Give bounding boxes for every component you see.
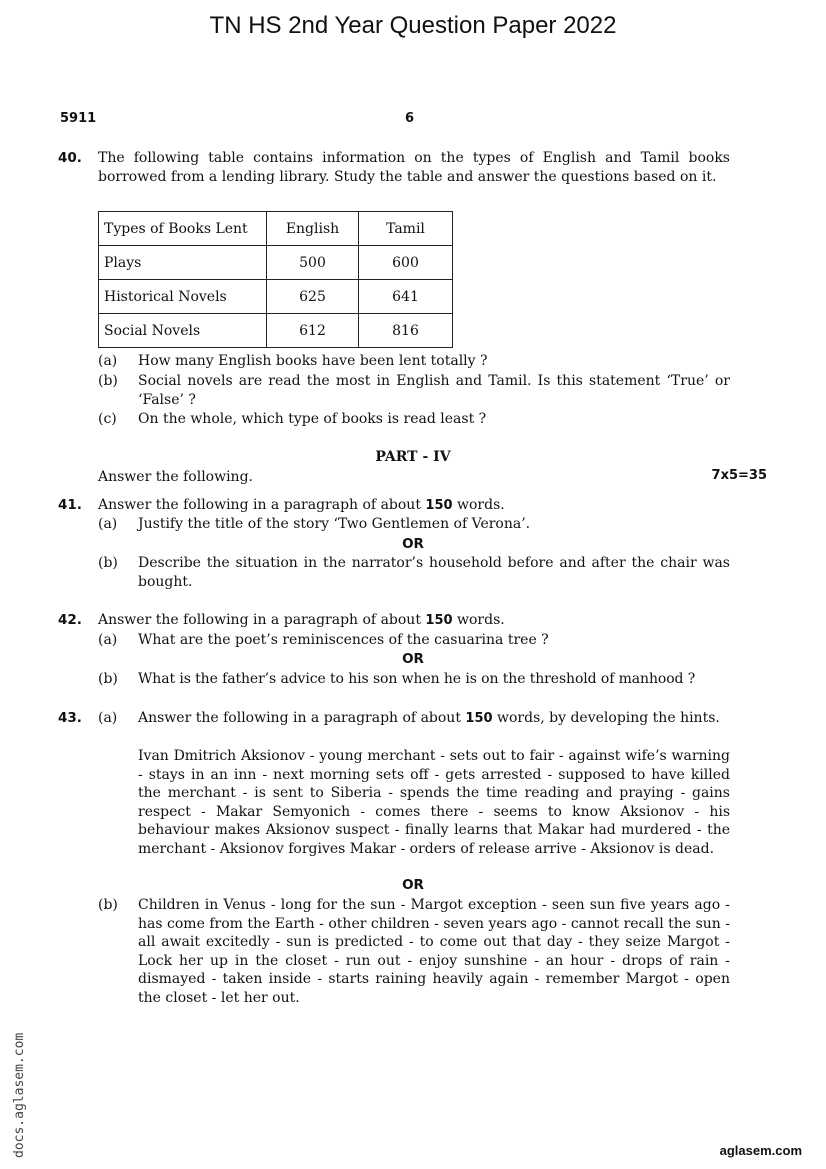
question-42-stem: Answer the following in a paragraph of about 150 words.: [98, 612, 505, 628]
subquestion-label: (b): [98, 897, 118, 913]
table-cell: Plays: [99, 246, 267, 280]
question-number-40: 40.: [58, 150, 82, 166]
part-marks: 7x5=35: [711, 468, 767, 483]
subquestion-label: (a): [98, 516, 118, 532]
subquestion-text: Describe the situation in the narrator’s household before and after the chair was bought.: [138, 555, 730, 590]
question-43b-hints: Children in Venus - long for the sun - Margot exception - seen sun five years ago - has come from the Earth - other children - seven years ago - cannot recall the sun - all await excitedly - sun is predicted - to come out that day - they seize Margot - Lock her up in the closet - run out - enjoy sunshine - an hour - drops of rain - dismayed - taken inside - starts raining heavily again - remember Margot - open the closet - let her out.: [138, 897, 730, 1006]
table-header-cell: Tamil: [359, 212, 453, 246]
table-header-row: [99, 212, 453, 246]
question-number-42: 42.: [58, 612, 82, 628]
question-43a-stem: Answer the following in a paragraph of about 150 words, by developing the hints.: [138, 710, 720, 726]
subquestion-label: (a): [98, 710, 118, 726]
subquestion-text: How many English books have been lent totally ?: [138, 353, 488, 369]
table-cell: 612: [267, 314, 359, 348]
subquestion-label: (a): [98, 632, 118, 648]
question-number-43: 43.: [58, 710, 82, 726]
table-cell: 500: [267, 246, 359, 280]
subquestion-label: (c): [98, 411, 117, 427]
question-43a-hints: Ivan Dmitrich Aksionov - young merchant - sets out to fair - against wife’s warning - stays in an inn - next morning sets off - gets arrested - supposed to have killed the merchant - is sent to Siberia - spends the time reading and praying - gains respect - Makar Semyonich - comes there - seems to know Aksionov - his behaviour makes Aksionov suspect - finally learns that Makar had murdered - the merchant - Aksionov forgives Makar - orders of release arrive - Aksionov is dead.: [138, 748, 730, 857]
footer-site: aglasem.com: [719, 1143, 802, 1158]
table-header-cell: English: [267, 212, 359, 246]
subquestion-text: On the whole, which type of books is read least ?: [138, 411, 487, 427]
table-row: [99, 246, 453, 280]
subquestion-label: (b): [98, 671, 118, 687]
books-table: [98, 211, 453, 348]
paper-code: 5911: [60, 111, 97, 126]
or-separator: OR: [402, 877, 424, 893]
watermark: docs.aglasem.com: [12, 1032, 27, 1158]
table-cell: 641: [359, 280, 453, 314]
part-heading: PART - IV: [375, 449, 451, 465]
question-number-41: 41.: [58, 497, 82, 513]
or-separator: OR: [402, 536, 424, 552]
page-number: 6: [405, 111, 415, 126]
or-separator: OR: [402, 651, 424, 667]
part-instruction: Answer the following.: [98, 469, 253, 485]
table-cell: 600: [359, 246, 453, 280]
subquestion-text: What are the poet’s reminiscences of the casuarina tree ?: [138, 632, 549, 648]
table-header-cell: Types of Books Lent: [99, 212, 267, 246]
table-row: [99, 280, 453, 314]
subquestion-label: (a): [98, 353, 118, 369]
subquestion-text: Social novels are read the most in English and Tamil. Is this statement ‘True’ or ‘False’ ?: [138, 373, 730, 408]
subquestion-label: (b): [98, 555, 118, 571]
question-40-intro: The following table contains information on the types of English and Tamil books borrowed from a lending library. Study the table and answer the questions based on it.: [98, 150, 730, 185]
subquestion-text: Justify the title of the story ‘Two Gentlemen of Verona’.: [138, 516, 531, 532]
table-cell: 816: [359, 314, 453, 348]
subquestion-text: What is the father’s advice to his son when he is on the threshold of manhood ?: [138, 671, 696, 687]
page-title: TN HS 2nd Year Question Paper 2022: [209, 12, 617, 39]
question-41-stem: Answer the following in a paragraph of about 150 words.: [98, 497, 505, 513]
subquestion-label: (b): [98, 373, 118, 389]
table-cell: Social Novels: [99, 314, 267, 348]
table-row: [99, 314, 453, 348]
table-cell: 625: [267, 280, 359, 314]
table-cell: Historical Novels: [99, 280, 267, 314]
